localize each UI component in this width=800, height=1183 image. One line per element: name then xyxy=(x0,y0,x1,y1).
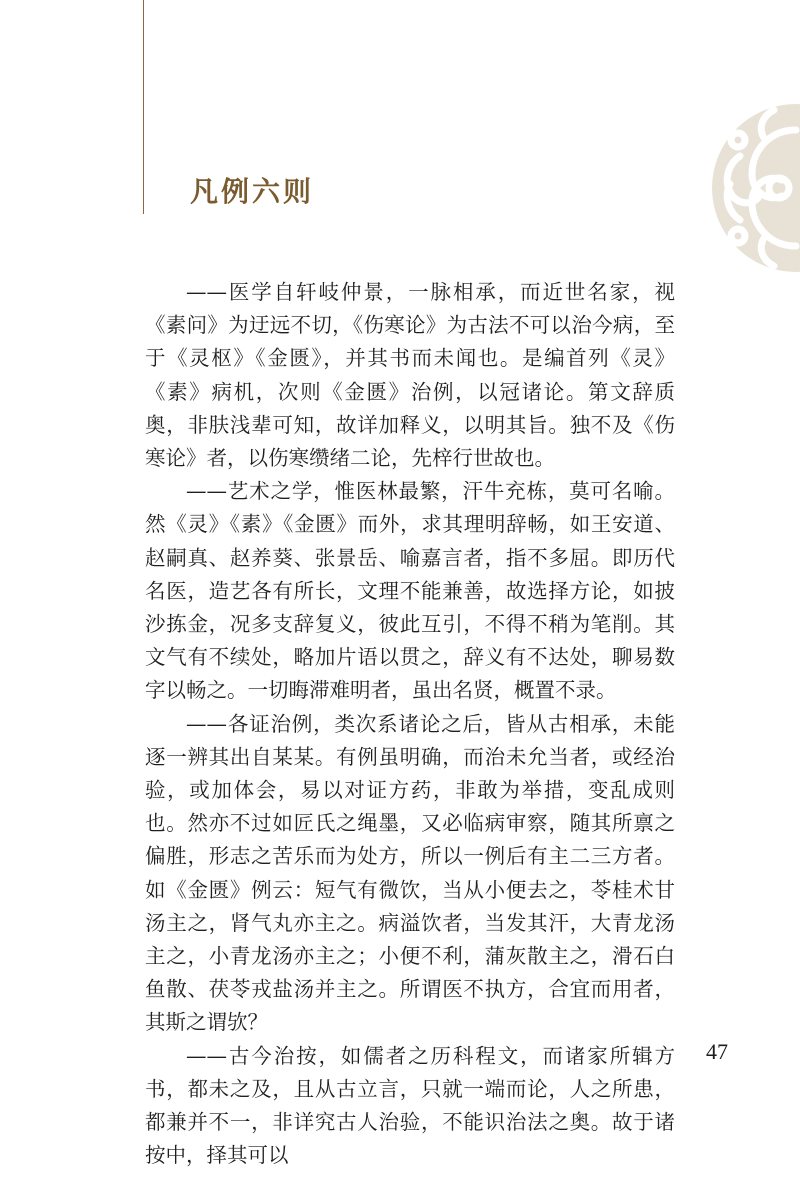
paragraph-4: ——古今治按，如儒者之历科程文，而诸家所辑方书，都未之及，且从古立言，只就一端而论，人之所患，都兼并不一，非详究古人治验，不能识治法之奥。故于诸按中，择其可以 xyxy=(145,1043,675,1168)
paragraph-2: ——艺术之学，惟医林最繁，汗牛充栋，莫可名喻。然《灵》《素》《金匮》而外，求其理明辞畅，如王安道、赵嗣真、赵养葵、张景岳、喻嘉言者，指不多屈。即历代名医，造艺各有所长，文理不能兼善，故选择方论，如披沙拣金，况多支辞复义，彼此互引，不得不稍为笔削。其文气有不续处，略加片语以贯之，辞义有不达处，聊易数字以畅之。一切晦滞难明者，虽出名贤，概置不录。 xyxy=(145,479,675,703)
paragraph-3: ——各证治例，类次系诸论之后，皆从古相承，未能逐一辨其出自某某。有例虽明确，而治未允当者，或经治验，或加体会，易以对证方药，非敢为举措，变乱成则也。然亦不过如匠氏之绳墨，又必临病审察，随其所禀之偏胜，形志之苦乐而为处方，所以一例后有主二三方者。如《金匮》例云：短气有微饮，当从小便去之，苓桂术甘汤主之，肾气丸亦主之。病溢饮者，当发其汗，大青龙汤主之，小青龙汤亦主之；小便不利，蒲灰散主之，滑石白鱼散、茯苓戎盐汤并主之。所谓医不执方，合宜而用者，其斯之谓欤？ xyxy=(145,711,675,1035)
cloud-ornament-icon xyxy=(678,70,800,306)
margin-rule xyxy=(143,0,144,214)
page-number: 47 xyxy=(706,1039,728,1064)
body-text xyxy=(145,276,675,1172)
paragraph-1: ——医学自轩岐仲景，一脉相承，而近世名家，视《素问》为迂远不切，《伤寒论》为古法不可以治今病，至于《灵枢》《金匮》，并其书而未闻也。是编首列《灵》《素》病机，次则《金匮》治例，以冠诸论。第文辞质奥，非肤浅辈可知，故详加释义，以明其旨。独不及《伤寒论》者，以伤寒缵绪二论，先梓行世故也。 xyxy=(145,280,675,471)
section-title: 凡例六则 xyxy=(190,175,315,208)
